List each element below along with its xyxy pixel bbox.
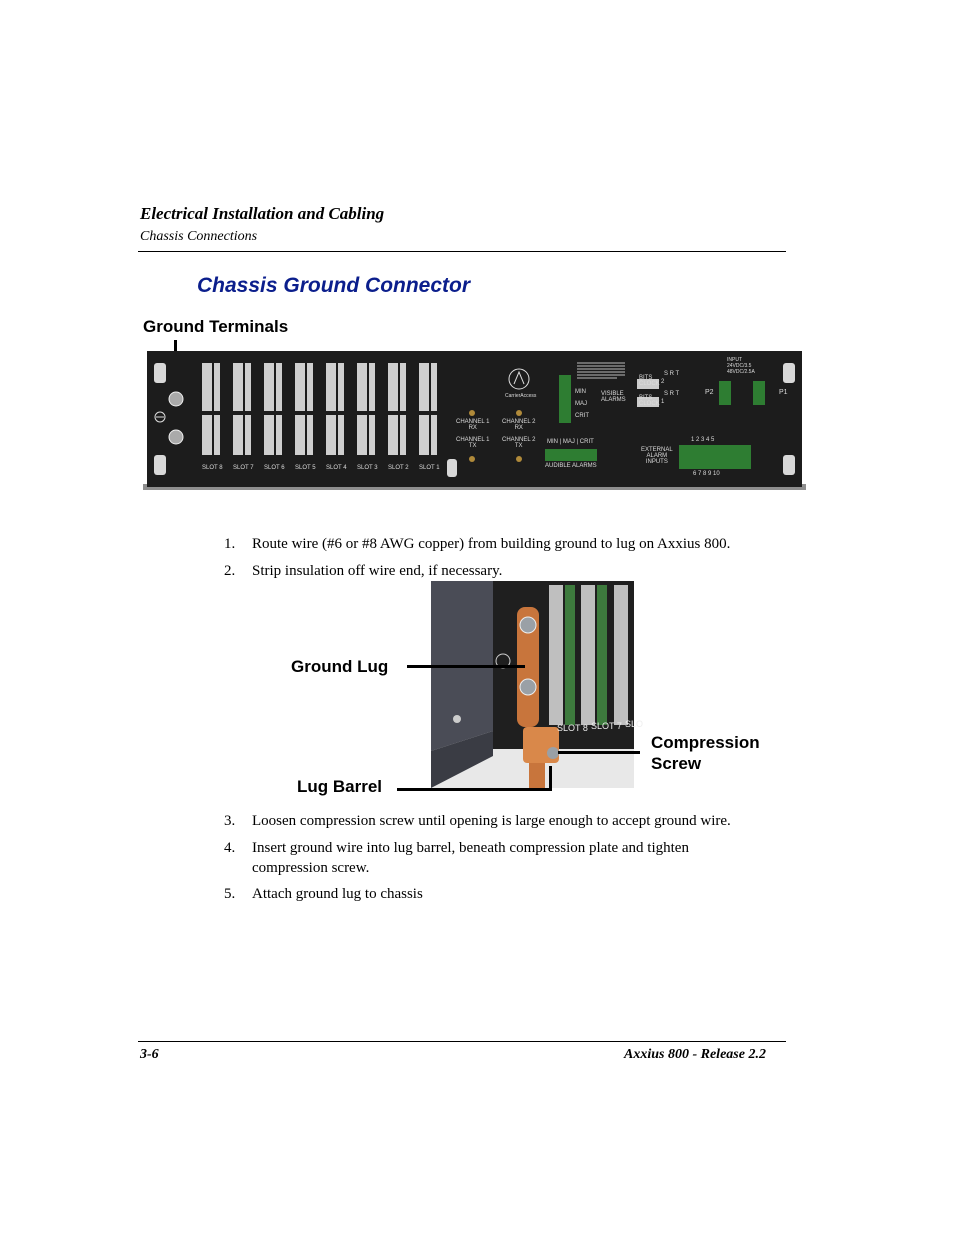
srt-2-label: S R T: [664, 371, 680, 377]
slot-label: SLOT 4: [326, 465, 347, 471]
channel-1-rx-label: CHANNEL 1 RX: [456, 419, 490, 431]
step-number: 1.: [224, 536, 236, 552]
p1-label: P1: [779, 389, 788, 396]
bits-num-2: 2: [661, 379, 665, 385]
channel-2-tx-label: CHANNEL 2 TX: [502, 437, 536, 449]
page-number: 3-6: [140, 1047, 159, 1062]
channel-1-tx-label: CHANNEL 1 TX: [456, 437, 490, 449]
min-label: MIN: [575, 389, 586, 395]
ground-lug-photo: [431, 581, 644, 788]
rear-panel-photo: [147, 351, 802, 487]
ext-alarm-top-numbers: 1 2 3 4 5: [691, 437, 715, 443]
brand-label: CarrierAccess: [505, 393, 537, 399]
chapter-title: Electrical Installation and Cabling: [140, 204, 385, 223]
p2-label: P2: [705, 389, 714, 396]
visible-alarms-label: VISIBLE ALARMS: [601, 391, 626, 403]
compression-screw-leader: [558, 751, 640, 754]
photo-slot-label: SLO: [625, 719, 644, 729]
footer-rule: [138, 1041, 786, 1042]
crit-label: CRIT: [575, 413, 589, 419]
document-title: Axxius 800 - Release 2.2: [624, 1047, 766, 1062]
section-title: Chassis Ground Connector: [197, 274, 471, 297]
step-number: 5.: [224, 886, 236, 902]
header-rule: [138, 251, 786, 252]
lug-barrel-leader-h: [397, 788, 552, 791]
ext-alarm-bottom-numbers: 6 7 8 9 10: [693, 471, 720, 477]
bits-num-1: 1: [661, 399, 665, 405]
step-text: Attach ground lug to chassis: [252, 886, 423, 902]
slot-label: SLOT 5: [295, 465, 316, 471]
slot-label: SLOT 8: [202, 465, 223, 471]
section-subtitle: Chassis Connections: [140, 229, 258, 244]
step-number: 4.: [224, 840, 236, 856]
step-text: Loosen compression screw until opening is large enough to accept ground wire.: [252, 813, 731, 829]
slot-label: SLOT 3: [357, 465, 378, 471]
audible-alarms-label: AUDIBLE ALARMS: [545, 463, 597, 469]
channel-2-rx-label: CHANNEL 2 RX: [502, 419, 536, 431]
step-text: Route wire (#6 or #8 AWG copper) from building ground to lug on Axxius 800.: [252, 536, 731, 552]
photo-slot-label: SLOT 8: [557, 723, 588, 733]
slot-label: SLOT 7: [233, 465, 254, 471]
ground-lug-drawing: [431, 581, 634, 788]
ground-lug-leader: [407, 665, 525, 668]
maj-label: MAJ: [575, 401, 587, 407]
slot-label: SLOT 1: [419, 465, 440, 471]
step-text: Strip insulation off wire end, if necessary.: [252, 563, 503, 579]
step-text: Insert ground wire into lug barrel, beneath compression plate and tighten: [252, 840, 689, 856]
bits-clock-1-label: BITS CLOCK: [639, 395, 660, 407]
compression-screw-callout-line1: Compression: [651, 733, 760, 752]
slot-label: SLOT 6: [264, 465, 285, 471]
ground-terminals-callout: Ground Terminals: [143, 317, 289, 336]
step-number: 3.: [224, 813, 236, 829]
step-text-continued: compression screw.: [252, 860, 370, 876]
ground-lug-callout: Ground Lug: [291, 657, 389, 676]
step-number: 2.: [224, 563, 236, 579]
audible-heads-label: MIN | MAJ | CRIT: [547, 439, 594, 445]
photo-slot-label: SLOT 7: [591, 721, 622, 731]
compression-screw-callout-line2: Screw: [651, 754, 702, 773]
lug-barrel-callout: Lug Barrel: [297, 777, 383, 796]
srt-1-label: S R T: [664, 391, 680, 397]
bits-clock-2-label: BITS CLOCK: [639, 375, 660, 387]
input-power-label: INPUT 24VDC/3.5 48VDC/2.5A: [727, 357, 755, 375]
lug-barrel-leader-v: [549, 766, 552, 791]
slot-label: SLOT 2: [388, 465, 409, 471]
external-alarm-label: EXTERNAL ALARM INPUTS: [641, 447, 673, 465]
